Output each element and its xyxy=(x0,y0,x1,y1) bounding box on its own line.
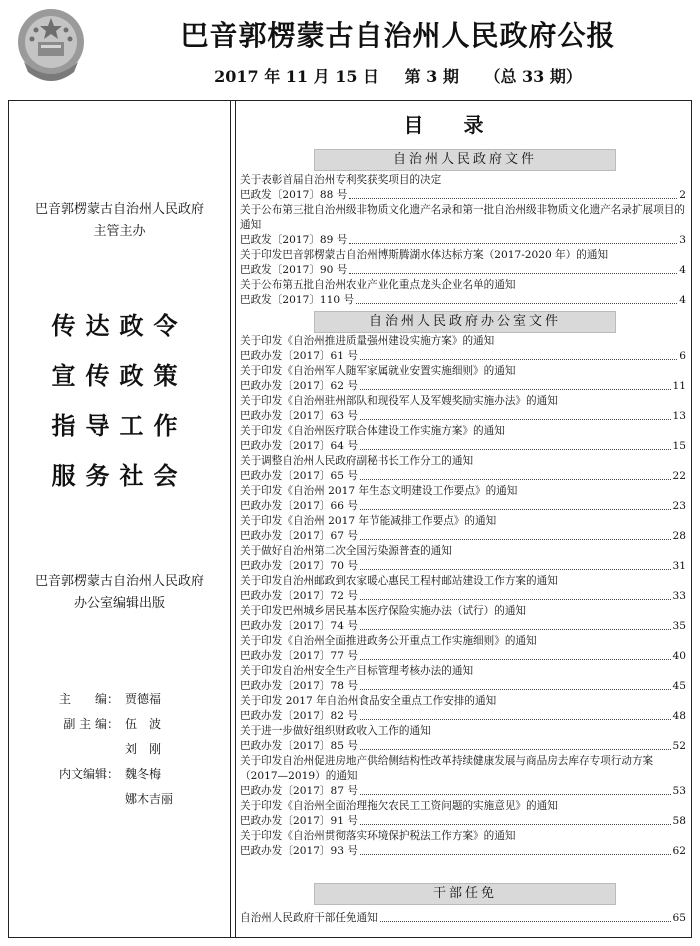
dot-leader xyxy=(360,529,671,540)
entry-reference xyxy=(240,469,686,484)
dot-leader xyxy=(360,409,671,420)
toc-entry xyxy=(240,724,686,754)
entry-title: 关于印发《自治州 2017 年节能减排工作要点》的通知 xyxy=(240,515,497,527)
national-emblem-icon xyxy=(14,6,88,86)
entry-title: 关于印发巴州城乡居民基本医疗保险实施办法（试行）的通知 xyxy=(240,605,527,617)
document-number: 巴政发〔2017〕110 号 xyxy=(240,294,355,306)
entry-page: 15 xyxy=(672,440,686,452)
entry-reference xyxy=(240,188,686,203)
entry-reference xyxy=(240,349,686,364)
toc-entry xyxy=(240,394,686,424)
entry-reference xyxy=(240,619,686,634)
entry-page: 52 xyxy=(672,740,686,752)
entry-title: 关于印发自治州安全生产目标管理考核办法的通知 xyxy=(240,665,474,677)
toc-entry xyxy=(240,544,686,574)
motto-line: 指导工作 xyxy=(51,412,188,440)
editor-row xyxy=(49,712,229,737)
entry-page: 6 xyxy=(679,350,686,362)
entry-title: 关于调整自治州人民政府副秘书长工作分工的通知 xyxy=(240,455,474,467)
entry-reference xyxy=(240,679,686,694)
motto-line: 宣传政策 xyxy=(51,362,188,390)
toc-entry xyxy=(240,694,686,724)
dot-leader xyxy=(360,559,671,570)
issue-number: 第 3 期 xyxy=(404,67,459,86)
sponsor-role: 主管主办 xyxy=(93,224,146,239)
entry-reference xyxy=(240,499,686,514)
entry-page: 23 xyxy=(672,500,686,512)
document-number: 巴政办发〔2017〕74 号 xyxy=(240,620,358,632)
dot-leader xyxy=(360,349,677,360)
entry-title: 关于印发《自治州 2017 年生态文明建设工作要点》的通知 xyxy=(240,485,518,497)
dot-leader xyxy=(360,649,671,660)
entry-page: 65 xyxy=(672,912,686,924)
issue-line xyxy=(108,64,688,87)
entry-page: 45 xyxy=(672,680,686,692)
dot-leader xyxy=(349,263,677,274)
entry-title: 关于印发《自治州贯彻落实环境保护税法工作方案》的通知 xyxy=(240,830,516,842)
document-number: 巴政办发〔2017〕85 号 xyxy=(240,740,358,752)
toc-entry xyxy=(240,514,686,544)
dot-leader xyxy=(360,379,671,390)
dot-leader xyxy=(349,233,677,244)
dot-leader xyxy=(360,589,671,600)
entry-reference xyxy=(240,709,686,724)
entry-reference xyxy=(240,379,686,394)
dot-leader xyxy=(360,814,671,825)
entry-page: 31 xyxy=(672,560,686,572)
dot-leader xyxy=(349,188,677,199)
document-number: 巴政办发〔2017〕78 号 xyxy=(240,680,358,692)
document-number: 巴政办发〔2017〕70 号 xyxy=(240,560,358,572)
toc-entry xyxy=(240,911,686,926)
entry-reference xyxy=(240,409,686,424)
editor-row xyxy=(49,687,229,712)
editor-role xyxy=(49,737,119,762)
entry-reference xyxy=(240,589,686,604)
editor-name: 伍 波 xyxy=(125,717,162,731)
entry-reference xyxy=(240,233,686,248)
entry-reference xyxy=(240,814,686,829)
entry-page: 2 xyxy=(679,189,686,201)
entry-title: 关于做好自治州第二次全国污染源普查的通知 xyxy=(240,545,452,557)
entry-reference xyxy=(240,439,686,454)
toc-entry xyxy=(240,248,686,278)
toc-entry xyxy=(240,424,686,454)
entry-title: 关于印发 2017 年自治州食品安全重点工作安排的通知 xyxy=(240,695,497,707)
entry-page: 4 xyxy=(679,264,686,276)
dot-leader xyxy=(360,499,671,510)
entry-title: 关于印发《自治州推进质量强州建设实施方案》的通知 xyxy=(240,335,495,347)
entry-page: 22 xyxy=(672,470,686,482)
document-number: 巴政发〔2017〕88 号 xyxy=(240,189,348,201)
editor-role: 主 编： xyxy=(58,692,119,706)
toc-entry xyxy=(240,829,686,859)
editor-role: 内文编辑： xyxy=(58,767,119,781)
editor-name: 魏冬梅 xyxy=(125,767,162,781)
document-number: 巴政发〔2017〕90 号 xyxy=(240,264,348,276)
entry-reference xyxy=(240,263,686,278)
dot-leader xyxy=(360,469,671,480)
issue-date: 2017 年 11 月 15 日 xyxy=(214,67,380,86)
toc-entry xyxy=(240,203,686,248)
dot-leader xyxy=(360,844,671,855)
toc-entry xyxy=(240,604,686,634)
entry-reference xyxy=(240,293,686,308)
toc-entry xyxy=(240,799,686,829)
editor-role xyxy=(49,787,119,812)
entry-title: 关于印发巴音郭楞蒙古自治州博斯腾湖水体达标方案（2017-2020 年）的通知 xyxy=(240,249,609,261)
entry-page: 62 xyxy=(672,845,686,857)
entry-reference xyxy=(240,739,686,754)
gazette-title: 巴音郭楞蒙古自治州人民政府公报 xyxy=(180,19,616,52)
entry-title: 关于印发《自治州军人随军家属就业安置实施细则》的通知 xyxy=(240,365,516,377)
motto-block xyxy=(9,301,230,501)
document-number: 巴政办发〔2017〕62 号 xyxy=(240,380,358,392)
dot-leader xyxy=(360,709,671,720)
entry-title: 关于印发自治州邮政到农家暖心惠民工程村邮站建设工作方案的通知 xyxy=(240,575,558,587)
document-number: 巴政办发〔2017〕65 号 xyxy=(240,470,358,482)
document-number: 巴政办发〔2017〕67 号 xyxy=(240,530,358,542)
entry-title: 关于进一步做好组织财政收入工作的通知 xyxy=(240,725,431,737)
document-number: 巴政办发〔2017〕77 号 xyxy=(240,650,358,662)
section-entries xyxy=(240,334,686,859)
entry-page: 33 xyxy=(672,590,686,602)
entry-page: 28 xyxy=(672,530,686,542)
dot-leader xyxy=(380,911,671,922)
document-number: 巴政办发〔2017〕63 号 xyxy=(240,410,358,422)
toc-entry xyxy=(240,454,686,484)
entry-title: 关于公布第五批自治州农业产业化重点龙头企业名单的通知 xyxy=(240,279,516,291)
entry-title: 关于印发《自治州全面推进政务公开重点工作实施细则》的通知 xyxy=(240,635,537,647)
editor-name: 娜木吉丽 xyxy=(125,792,174,806)
toc-entry xyxy=(240,484,686,514)
entry-page: 11 xyxy=(672,380,686,392)
publisher-name: 巴音郭楞蒙古自治州人民政府 xyxy=(34,574,204,589)
sponsor-name: 巴音郭楞蒙古自治州人民政府 xyxy=(34,202,204,217)
entry-reference xyxy=(240,559,686,574)
entry-title: 自治州人民政府干部任免通知 xyxy=(240,912,378,924)
document-number: 巴政办发〔2017〕66 号 xyxy=(240,500,358,512)
left-column xyxy=(9,101,230,937)
editor-row xyxy=(49,737,229,762)
entry-title: 关于印发《自治州全面治理拖欠农民工工资问题的实施意见》的通知 xyxy=(240,800,558,812)
document-number: 巴政办发〔2017〕61 号 xyxy=(240,350,358,362)
section-header: 自治州人民政府文件 xyxy=(314,149,616,171)
section-header: 自治州人民政府办公室文件 xyxy=(314,311,616,333)
entry-reference xyxy=(240,649,686,664)
entry-page: 58 xyxy=(672,815,686,827)
toc-entry xyxy=(240,754,686,799)
entry-title: 关于公布第三批自治州级非物质文化遗产名录和第一批自治州级非物质文化遗产名录扩展项目的通知 xyxy=(240,204,685,231)
entry-reference xyxy=(240,844,686,859)
motto-line: 传达政令 xyxy=(51,312,188,340)
dot-leader xyxy=(360,439,671,450)
section-header: 干部任免 xyxy=(314,883,616,905)
entry-page: 40 xyxy=(672,650,686,662)
section-entries xyxy=(240,173,686,308)
issue-total: （总 33 期） xyxy=(484,67,582,86)
toc-entry xyxy=(240,634,686,664)
editor-name: 贾德福 xyxy=(125,692,162,706)
document-number: 巴政办发〔2017〕64 号 xyxy=(240,440,358,452)
document-number: 巴政办发〔2017〕93 号 xyxy=(240,845,358,857)
editor-name: 刘 刚 xyxy=(125,742,162,756)
entry-page: 53 xyxy=(672,785,686,797)
toc-entry xyxy=(240,173,686,203)
dot-leader xyxy=(360,784,671,795)
entry-title: 关于印发《自治州驻州部队和现役军人及军嫂奖励实施办法》的通知 xyxy=(240,395,558,407)
document-number: 巴政办发〔2017〕87 号 xyxy=(240,785,358,797)
entry-page: 13 xyxy=(672,410,686,422)
document-number: 巴政办发〔2017〕72 号 xyxy=(240,590,358,602)
document-number: 巴政发〔2017〕89 号 xyxy=(240,234,348,246)
editor-row xyxy=(49,762,229,787)
entry-title: 关于印发自治州促进房地产供给侧结构性改革持续健康发展与商品房去库存专项行动方案（2017—2019）的通知 xyxy=(240,755,654,782)
dot-leader xyxy=(360,619,671,630)
dot-leader xyxy=(360,679,671,690)
toc-title: 目录 xyxy=(403,113,524,137)
editor-role: 副 主 编： xyxy=(63,717,119,731)
toc-entry xyxy=(240,664,686,694)
entry-page: 4 xyxy=(679,294,686,306)
document-number: 巴政办发〔2017〕82 号 xyxy=(240,710,358,722)
toc-entry xyxy=(240,334,686,364)
dot-leader xyxy=(360,739,671,750)
entry-reference xyxy=(240,529,686,544)
publisher-role: 办公室编辑出版 xyxy=(73,596,165,611)
entry-reference xyxy=(240,784,686,799)
document-number: 巴政办发〔2017〕91 号 xyxy=(240,815,358,827)
motto-line: 服务社会 xyxy=(51,462,188,490)
sponsor-block xyxy=(9,199,230,243)
toc-entry xyxy=(240,364,686,394)
entry-page: 48 xyxy=(672,710,686,722)
entry-title: 关于印发《自治州医疗联合体建设工作实施方案》的通知 xyxy=(240,425,505,437)
editors-list xyxy=(49,687,229,812)
dot-leader xyxy=(356,293,677,304)
table-of-contents xyxy=(236,101,691,937)
entry-page: 3 xyxy=(679,234,686,246)
editor-row xyxy=(49,787,229,812)
toc-entry xyxy=(240,278,686,308)
entry-page: 35 xyxy=(672,620,686,632)
masthead xyxy=(0,0,700,100)
publisher-block xyxy=(9,571,230,615)
toc-entry xyxy=(240,574,686,604)
entry-title: 关于表彰首届自治州专利奖获奖项目的决定 xyxy=(240,174,442,186)
